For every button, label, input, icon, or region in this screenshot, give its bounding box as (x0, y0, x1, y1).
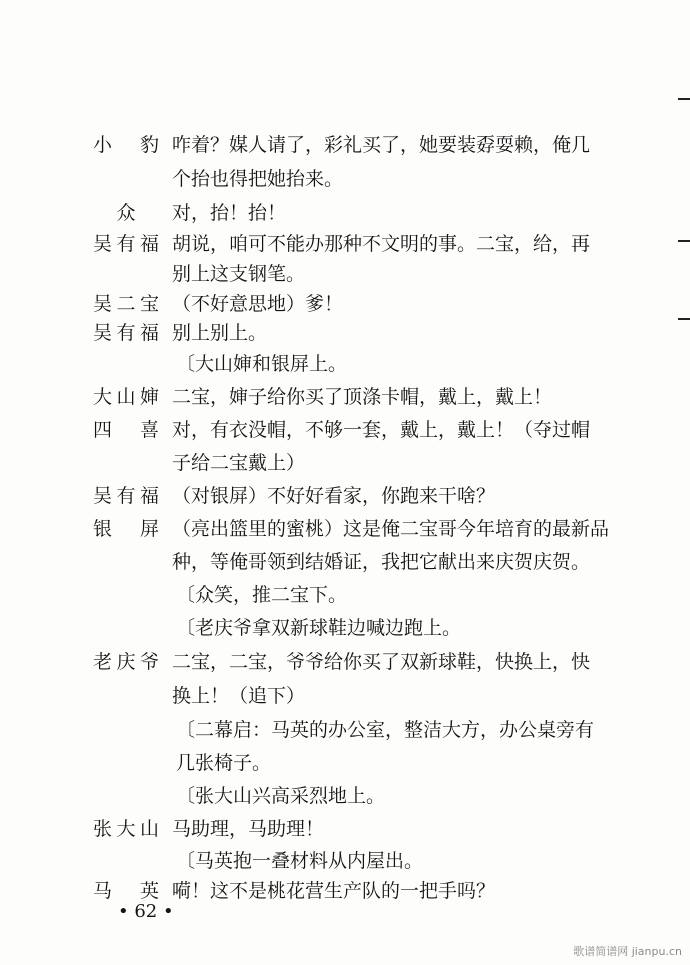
stage-direction (0, 611, 690, 645)
speaker-name: 大山婶 (93, 386, 159, 408)
speaker-name: 四 喜 (93, 419, 159, 441)
stage-direction (0, 713, 690, 747)
edge-mark (678, 98, 690, 100)
dialogue-line (0, 446, 690, 480)
speaker-name: 吴有福 (93, 485, 159, 507)
line-text: 二宝，二宝，爷爷给你买了双新球鞋，快换上，快 (172, 651, 591, 673)
stage-direction (0, 746, 690, 780)
line-text: 胡说，咱可不能办那种不文明的事。二宝，给，再 (172, 233, 591, 255)
line-text: 〔马英抱一叠材料从内屋出。 (176, 850, 424, 872)
line-text: 咋着？媒人请了，彩礼买了，她要装孬耍赖，俺几 (172, 134, 591, 156)
line-text: 换上！（追下） (172, 685, 306, 707)
dialogue-line (0, 413, 690, 447)
stage-direction (0, 779, 690, 813)
line-text: 〔众笑，推二宝下。 (176, 584, 348, 606)
dialogue-line (0, 316, 690, 350)
dialogue-line (0, 512, 690, 546)
speaker-name: 众 (116, 202, 136, 224)
dialogue-line (0, 257, 690, 291)
line-text: 别上别上。 (172, 322, 268, 344)
line-text: 嗬！这不是桃花营生产队的一把手吗？ (172, 880, 496, 902)
speaker-name: 吴二宝 (93, 293, 159, 315)
line-text: 对，有衣没帽，不够一套，戴上，戴上！（夺过帽 (172, 419, 591, 441)
line-text: 别上这支钢笔。 (172, 263, 306, 285)
line-text: 个抬也得把她抬来。 (172, 168, 344, 190)
speaker-name: 银 屏 (93, 518, 159, 540)
speaker-name: 吴有福 (93, 322, 159, 344)
line-text: （对银屏）不好好看家，你跑来干啥？ (172, 485, 496, 507)
speaker-name: 张大山 (93, 818, 159, 840)
dialogue-line (0, 479, 690, 513)
line-text: 〔张大山兴高采烈地上。 (176, 785, 386, 807)
page-number: • 62 • (118, 901, 174, 922)
dialogue-line (0, 874, 690, 908)
line-text: （亮出篮里的蜜桃）这是俺二宝哥今年培育的最新品 (172, 518, 610, 540)
dialogue-line (0, 380, 690, 414)
stage-direction (0, 578, 690, 612)
dialogue-line (0, 162, 690, 196)
line-text: 几张椅子。 (176, 752, 272, 774)
speaker-name: 老庆爷 (93, 651, 159, 673)
line-text: 〔二幕启：马英的办公室，整洁大方，办公桌旁有 (176, 719, 595, 741)
speaker-name: 马 英 (93, 880, 159, 902)
dialogue-line (0, 128, 690, 162)
line-text: 子给二宝戴上） (172, 452, 306, 474)
watermark: 歌谱简谱网 jianpu.cn (573, 945, 682, 958)
dialogue-line (0, 196, 690, 230)
dialogue-line (0, 679, 690, 713)
dialogue-line (0, 227, 690, 261)
line-text: 〔大山婶和银屏上。 (176, 353, 348, 375)
line-text: （不好意思地）爹！ (172, 293, 344, 315)
line-text: 种，等俺哥领到结婚证，我把它献出来庆贺庆贺。 (172, 551, 591, 573)
speaker-name: 小 豹 (93, 134, 159, 156)
line-text: 对，抬！抬！ (172, 202, 287, 224)
dialogue-line (0, 812, 690, 846)
dialogue-line (0, 545, 690, 579)
line-text: 〔老庆爷拿双新球鞋边喊边跑上。 (176, 617, 462, 639)
speaker-name: 吴有福 (93, 233, 159, 255)
dialogue-line (0, 645, 690, 679)
stage-direction (0, 844, 690, 878)
stage-direction (0, 347, 690, 381)
line-text: 马助理，马助理！ (172, 818, 325, 840)
line-text: 二宝，婶子给你买了顶涤卡帽，戴上，戴上！ (172, 386, 553, 408)
